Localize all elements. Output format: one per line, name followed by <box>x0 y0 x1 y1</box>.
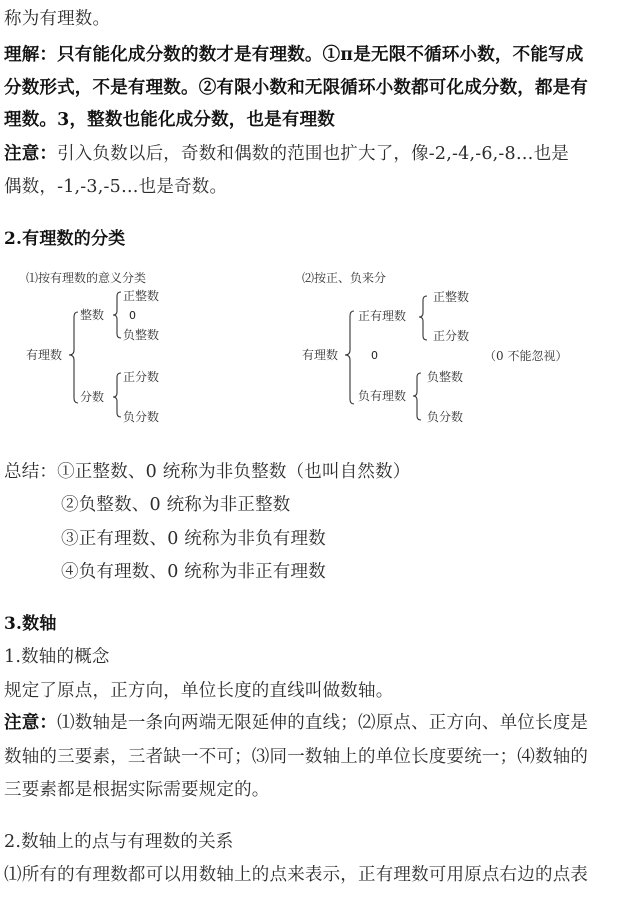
axis-note-label: 注意： <box>4 713 58 733</box>
diagram1-leaf: 负整数 <box>123 328 160 342</box>
understanding-text: 只有能化成分数的数才是有理数。①π是无限不循环小数，不能写成 <box>57 45 584 65</box>
understanding-label: 理解： <box>4 45 58 65</box>
diagram1-branch-fraction: 分数 <box>80 390 105 404</box>
diagram1-leaf: 正分数 <box>123 370 160 384</box>
note-line-2: 偶数，-1,-3,-5…也是奇数。 <box>4 177 228 197</box>
axis-note-line-2: 数轴的三要素，三者缺一不可；⑶同一数轴上的单位长度要统一；⑷数轴的 <box>4 747 589 767</box>
diagram2-root: 有理数 <box>302 348 339 362</box>
diagram2-leaf: 正分数 <box>433 329 470 343</box>
diagram1-branch-integer: 整数 <box>80 308 105 322</box>
diagram1-leaf: 负分数 <box>123 410 160 424</box>
definition-text: 规定了原点，正方向，单位长度的直线叫做数轴。 <box>4 681 394 701</box>
summary-item: ①正整数、0 统称为非负整数（也叫自然数） <box>57 462 411 482</box>
note-text: 引入负数以后，奇数和偶数的范围也扩大了，像-2,-4,-6,-8…也是 <box>57 144 569 164</box>
diagram2-note: （0 不能忽视） <box>484 349 568 363</box>
diagram2-branch-zero: 0 <box>371 349 378 362</box>
subsection-title: 2.数轴上的点与有理数的关系 <box>4 832 234 852</box>
axis-note-line-1 <box>4 712 588 734</box>
axis-note-text: ⑴数轴是一条向两端无限延伸的直线；⑵原点、正方向、单位长度是 <box>57 713 589 733</box>
note-label: 注意： <box>4 144 58 164</box>
understanding-line-2: 分数形式，不是有理数。②有限小数和无限循环小数都可化成分数，都是有 <box>4 78 589 98</box>
summary-item: ④负有理数、0 统称为非正有理数 <box>61 562 326 582</box>
diagram1-leaf-zero: 0 <box>129 309 136 322</box>
relation-text: ⑴所有的有理数都可以用数轴上的点来表示，正有理数可用原点右边的点表 <box>4 865 589 885</box>
diagram1-caption: ⑴按有理数的意义分类 <box>26 271 147 285</box>
section-title-number-line: 3.数轴 <box>4 614 57 634</box>
text-line: 称为有理数。 <box>4 9 111 29</box>
section-title-classification: 2.有理数的分类 <box>4 229 126 249</box>
subsection-title: 1.数轴的概念 <box>4 647 110 667</box>
diagram2-branch-positive: 正有理数 <box>358 309 407 323</box>
diagram1-leaf: 正整数 <box>123 289 160 303</box>
diagram2-leaf: 负分数 <box>427 410 464 424</box>
diagram2-branch-negative: 负有理数 <box>358 389 407 403</box>
summary-item: ②负整数、0 统称为非正整数 <box>61 495 291 515</box>
diagram1-root: 有理数 <box>26 348 63 362</box>
diagram2-leaf: 负整数 <box>427 370 464 384</box>
diagram2-leaf: 正整数 <box>433 290 470 304</box>
understanding-line-3: 理数。3，整数也能化成分数，也是有理数 <box>4 110 335 130</box>
summary-line-1 <box>4 461 411 483</box>
diagram2-caption: ⑵按正、负来分 <box>302 271 387 285</box>
axis-note-line-3: 三要素都是根据实际需要规定的。 <box>4 780 270 800</box>
summary-label: 总结： <box>4 462 58 482</box>
summary-item: ③正有理数、0 统称为非负有理数 <box>61 529 326 549</box>
